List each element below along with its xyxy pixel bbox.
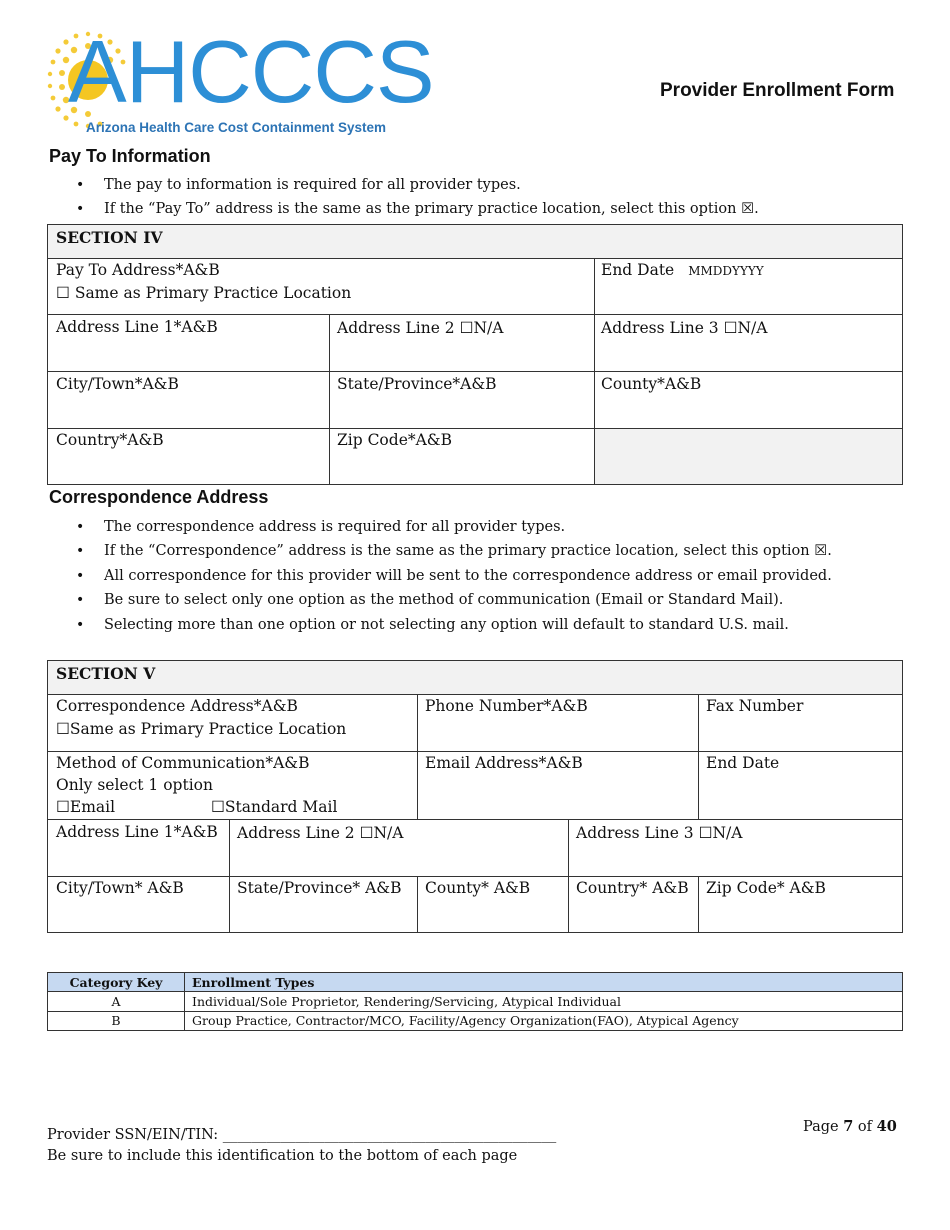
corr-county-field[interactable]: County* A&B bbox=[425, 879, 531, 897]
address-line-1-field[interactable]: Address Line 1*A&B bbox=[56, 318, 218, 336]
county-field[interactable]: County*A&B bbox=[601, 375, 702, 393]
pay-to-heading: Pay To Information bbox=[49, 146, 211, 166]
enrollment-types-header: Enrollment Types bbox=[185, 973, 903, 992]
method-note: Only select 1 option bbox=[56, 776, 213, 794]
pay-to-bullets bbox=[76, 173, 759, 222]
fax-field[interactable]: Fax Number bbox=[706, 697, 804, 715]
method-mail-checkbox[interactable]: ☐Standard Mail bbox=[211, 798, 338, 816]
same-as-primary-checkbox[interactable]: ☐ Same as Primary Practice Location bbox=[56, 284, 352, 302]
end-date-field[interactable] bbox=[601, 259, 764, 283]
state-field[interactable]: State/Province*A&B bbox=[337, 375, 497, 393]
table-row bbox=[48, 1011, 903, 1030]
logo-tagline: Arizona Health Care Cost Containment System bbox=[86, 120, 387, 135]
page-total: 40 bbox=[876, 1118, 897, 1135]
email-field[interactable]: Email Address*A&B bbox=[425, 754, 583, 772]
corr-city-field[interactable]: City/Town* A&B bbox=[56, 879, 184, 897]
country-field[interactable]: Country*A&B bbox=[56, 431, 164, 449]
page-of: of bbox=[853, 1119, 877, 1135]
address-line-3-field[interactable]: Address Line 3 ☐N/A bbox=[601, 319, 768, 337]
table-header-row bbox=[48, 973, 903, 992]
list-item: • The correspondence address is required for all provider types. bbox=[76, 515, 832, 539]
list-item: • If the “Correspondence” address is the same as the primary practice location, select this option ☒. bbox=[76, 539, 832, 563]
page-current: 7 bbox=[843, 1118, 854, 1135]
corr-zip-field[interactable]: Zip Code* A&B bbox=[706, 879, 826, 897]
list-item: • The pay to information is required for all provider types. bbox=[76, 173, 759, 197]
provider-ssn-field[interactable]: Provider SSN/EIN/TIN: ______________________________________________ bbox=[47, 1127, 557, 1143]
corr-address-label: Correspondence Address*A&B bbox=[56, 697, 298, 715]
corr-address-line-1-field[interactable]: Address Line 1*A&B bbox=[56, 823, 218, 841]
zip-field[interactable]: Zip Code*A&B bbox=[337, 431, 452, 449]
corr-country-field[interactable]: Country* A&B bbox=[576, 879, 689, 897]
table-row bbox=[48, 992, 903, 1011]
enrollment-types-cell: Group Practice, Contractor/MCO, Facility/Agency Organization(FAO), Atypical Agency bbox=[185, 1011, 903, 1030]
list-item: • If the “Pay To” address is the same as the primary practice location, select this option ☒. bbox=[76, 197, 759, 221]
method-email-checkbox[interactable]: ☐Email bbox=[56, 798, 116, 816]
corr-same-as-primary-checkbox[interactable]: ☐Same as Primary Practice Location bbox=[56, 720, 347, 738]
section-iv-title: SECTION IV bbox=[56, 228, 163, 247]
list-item: • Be sure to select only one option as the method of communication (Email or Standard Mail). bbox=[76, 588, 832, 612]
form-title: Provider Enrollment Form bbox=[660, 80, 895, 101]
end-date-label: End Date bbox=[601, 261, 675, 279]
category-key-header: Category Key bbox=[48, 973, 185, 992]
corr-address-line-2-field[interactable]: Address Line 2 ☐N/A bbox=[237, 824, 404, 842]
address-line-2-field[interactable]: Address Line 2 ☐N/A bbox=[337, 319, 504, 337]
city-field[interactable]: City/Town*A&B bbox=[56, 375, 179, 393]
page-number bbox=[803, 1118, 897, 1135]
corr-state-field[interactable]: State/Province* A&B bbox=[237, 879, 402, 897]
list-item: • All correspondence for this provider will be sent to the correspondence address or email provided. bbox=[76, 564, 832, 588]
correspondence-bullets bbox=[76, 515, 832, 637]
end-date-field[interactable]: End Date bbox=[706, 754, 780, 772]
category-key-cell: A bbox=[48, 992, 185, 1011]
phone-field[interactable]: Phone Number*A&B bbox=[425, 697, 588, 715]
end-date-format: MMDDYYYY bbox=[688, 264, 764, 278]
pay-to-address-label: Pay To Address*A&B bbox=[56, 261, 220, 279]
method-label: Method of Communication*A&B bbox=[56, 754, 310, 772]
category-key-table bbox=[47, 972, 903, 1031]
section-v-title: SECTION V bbox=[56, 664, 156, 683]
category-key-cell: B bbox=[48, 1011, 185, 1030]
page-prefix: Page bbox=[803, 1119, 844, 1135]
list-item: • Selecting more than one option or not selecting any option will default to standard U.S. mail. bbox=[76, 613, 832, 637]
enrollment-types-cell: Individual/Sole Proprietor, Rendering/Servicing, Atypical Individual bbox=[185, 992, 903, 1011]
ahcccs-logo bbox=[44, 22, 434, 138]
logo-wordmark: AHCCCS bbox=[68, 22, 434, 121]
footer-note: Be sure to include this identification to the bottom of each page bbox=[47, 1148, 518, 1164]
corr-address-line-3-field[interactable]: Address Line 3 ☐N/A bbox=[576, 824, 743, 842]
correspondence-heading: Correspondence Address bbox=[49, 487, 269, 507]
